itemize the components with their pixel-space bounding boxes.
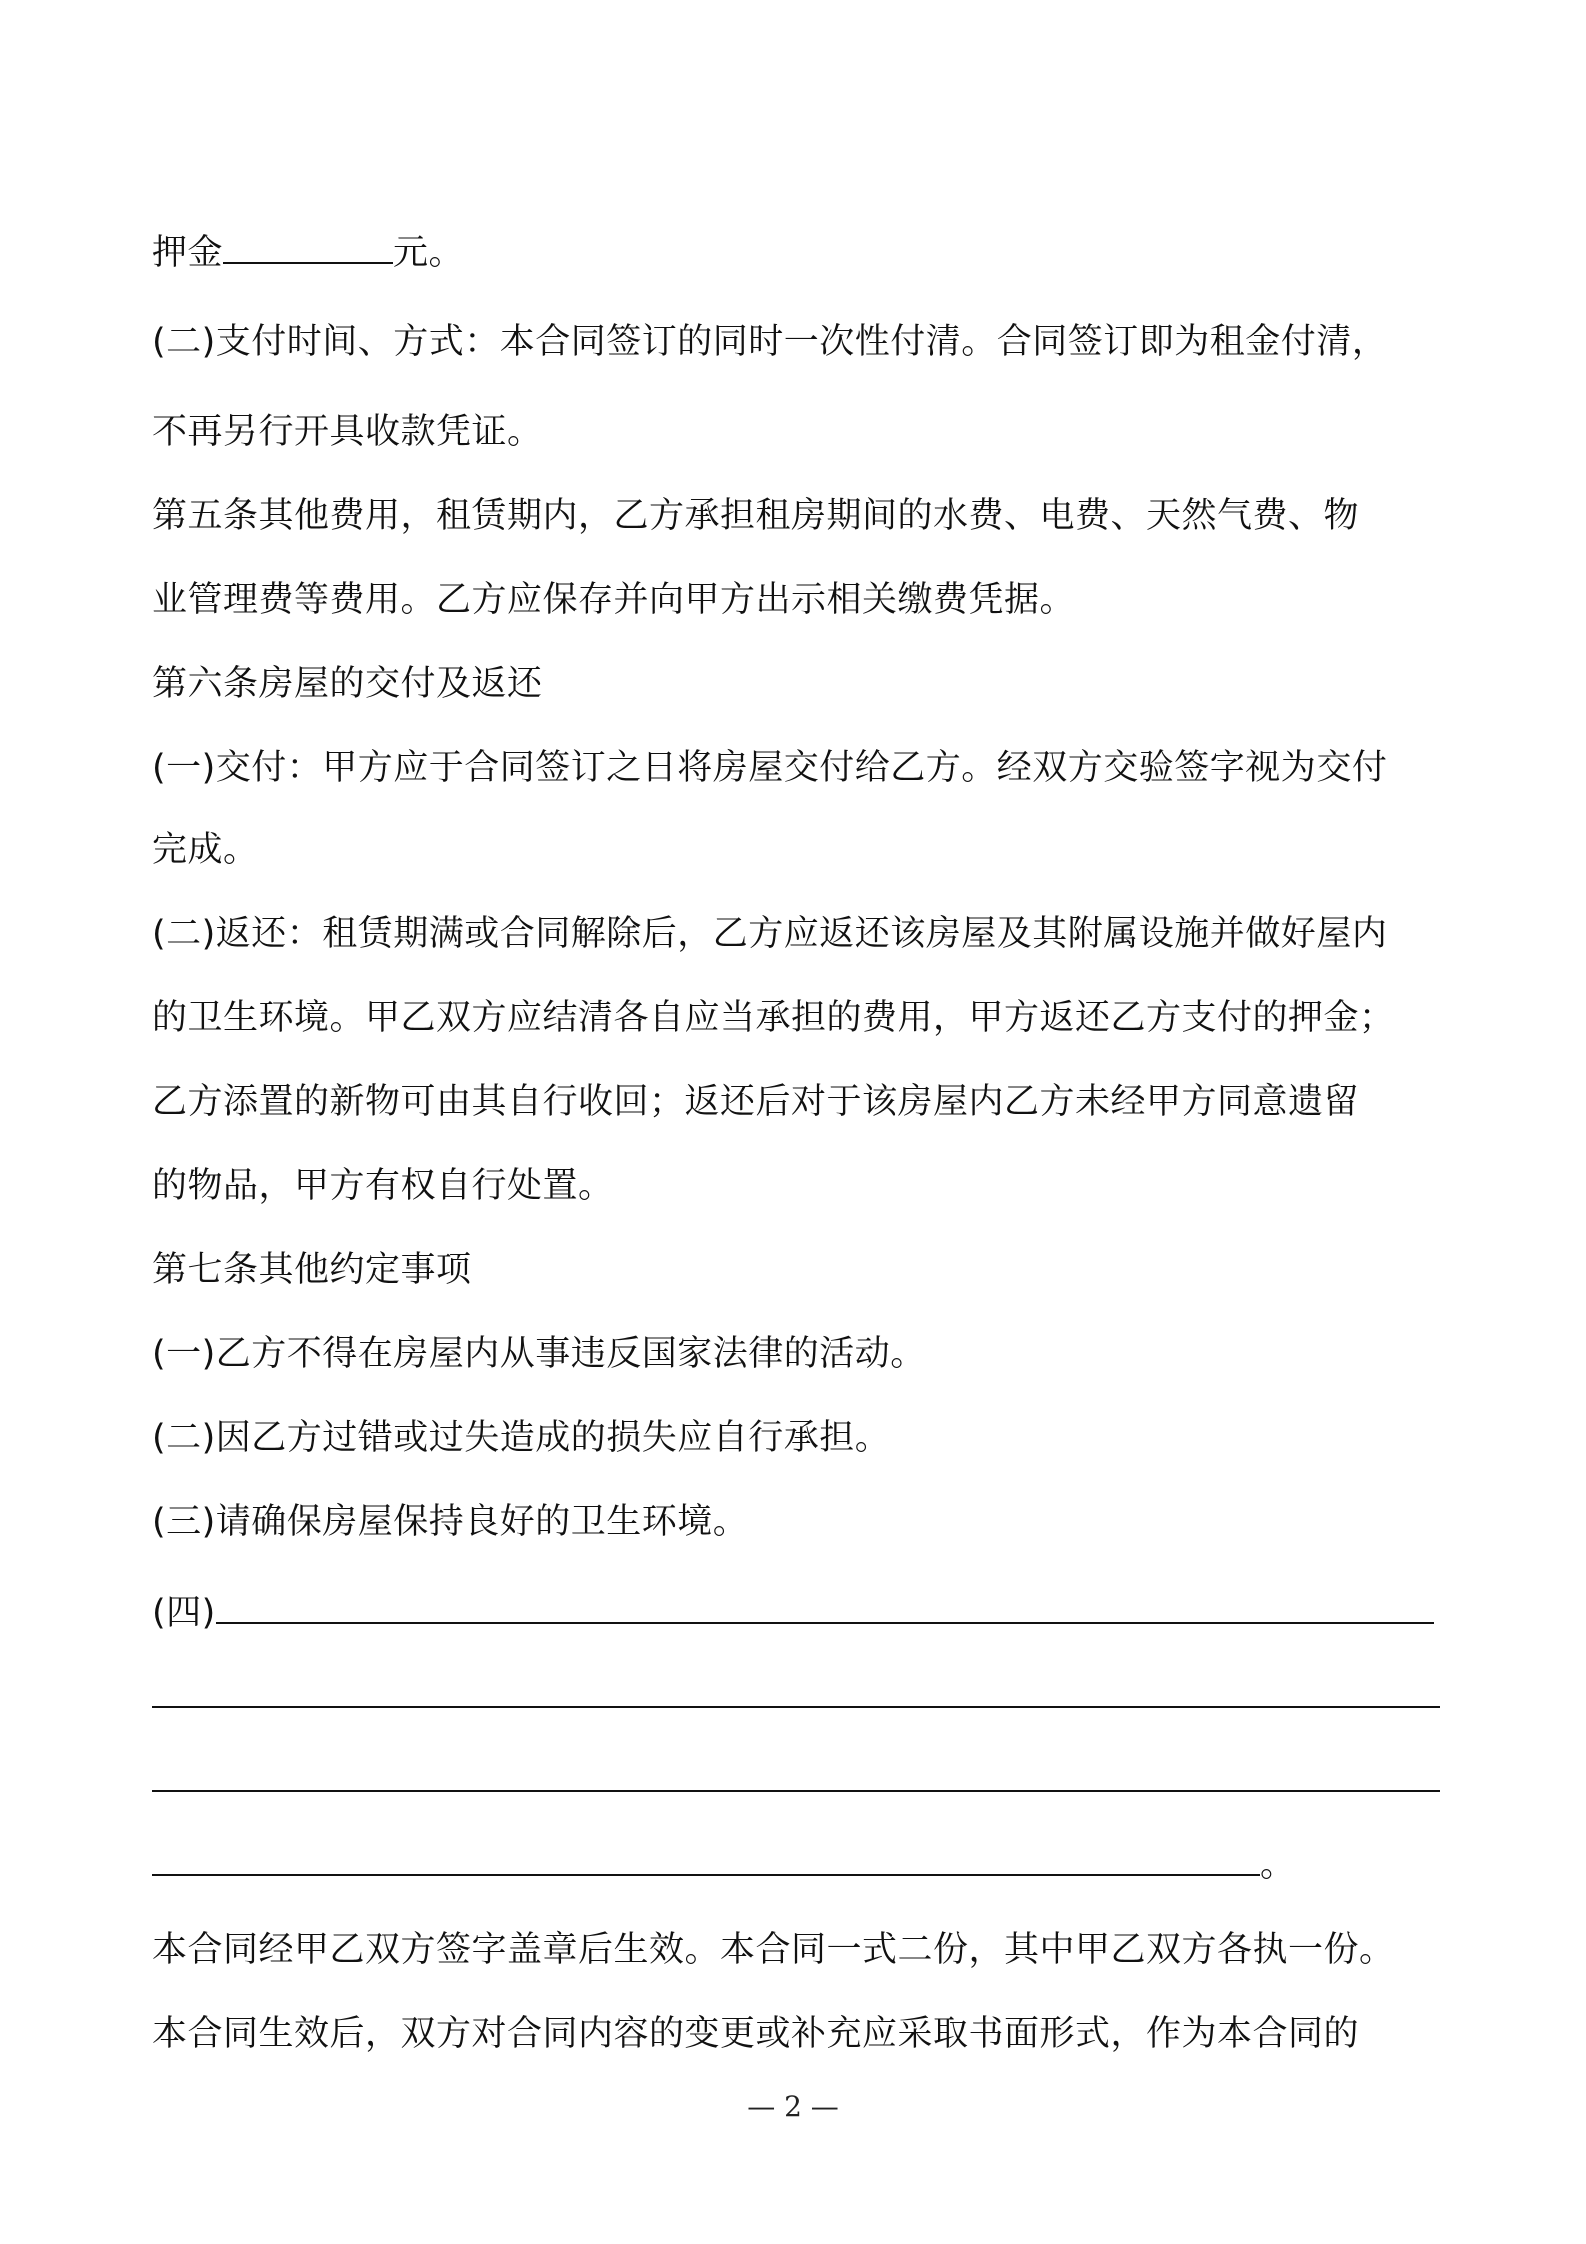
paragraph-line: (二)因乙方过错或过失造成的损失应自行承担。 xyxy=(152,1418,891,1458)
blank-line xyxy=(152,1668,1452,1721)
paragraph-line: (三)请确保房屋保持良好的卫生环境。 xyxy=(152,1502,749,1542)
article-six-heading: 第六条房屋的交付及返还 xyxy=(152,664,543,704)
paragraph-line: 乙方添置的新物可由其自行收回；返还后对于该房屋内乙方未经甲方同意遗留 xyxy=(152,1082,1360,1122)
paragraph-line: 的物品，甲方有权自行处置。 xyxy=(152,1166,614,1206)
paragraph-line: 本合同经甲乙双方签字盖章后生效。本合同一式二份，其中甲乙双方各执一份。 xyxy=(152,1930,1395,1970)
fill-in-blank xyxy=(152,1836,1260,1876)
page-number: — 2 — xyxy=(747,2090,839,2123)
blank-line-end xyxy=(152,1836,1452,1889)
line-end-period: 。 xyxy=(1260,1845,1296,1885)
paragraph-line: 完成。 xyxy=(152,830,259,870)
deposit-unit: 元。 xyxy=(393,233,465,273)
paragraph-line: (一)交付：甲方应于合同签订之日将房屋交付给乙方。经双方交验签字视为交付 xyxy=(152,748,1388,788)
article-seven-heading: 第七条其他约定事项 xyxy=(152,1250,472,1290)
fill-in-blank xyxy=(152,1668,1440,1708)
paragraph-line: 不再另行开具收款凭证。 xyxy=(152,412,543,452)
fill-in-blank xyxy=(152,1752,1440,1792)
blank-line xyxy=(152,1752,1452,1805)
paragraph-line: 本合同生效后，双方对合同内容的变更或补充应采取书面形式，作为本合同的 xyxy=(152,2014,1360,2054)
paragraph-line: 业管理费等费用。乙方应保存并向甲方出示相关缴费凭据。 xyxy=(152,580,1076,620)
paragraph-line: (一)乙方不得在房屋内从事违反国家法律的活动。 xyxy=(152,1334,926,1374)
deposit-line xyxy=(152,224,1452,277)
paragraph-line: 的卫生环境。甲乙双方应结清各自应当承担的费用，甲方返还乙方支付的押金； xyxy=(152,998,1395,1038)
clause-four-label: (四) xyxy=(152,1593,216,1633)
deposit-amount-blank xyxy=(223,224,393,264)
fill-in-blank xyxy=(216,1584,1434,1624)
paragraph-line: (二)支付时间、方式：本合同签订的同时一次性付清。合同签订即为租金付清， xyxy=(152,322,1388,362)
paragraph-line: (二)返还：租赁期满或合同解除后，乙方应返还该房屋及其附属设施并做好屋内 xyxy=(152,914,1388,954)
article-five-line: 第五条其他费用，租赁期内，乙方承担租房期间的水费、电费、天然气费、物 xyxy=(152,496,1360,536)
clause-four-line xyxy=(152,1584,1452,1637)
deposit-label: 押金 xyxy=(152,233,224,273)
